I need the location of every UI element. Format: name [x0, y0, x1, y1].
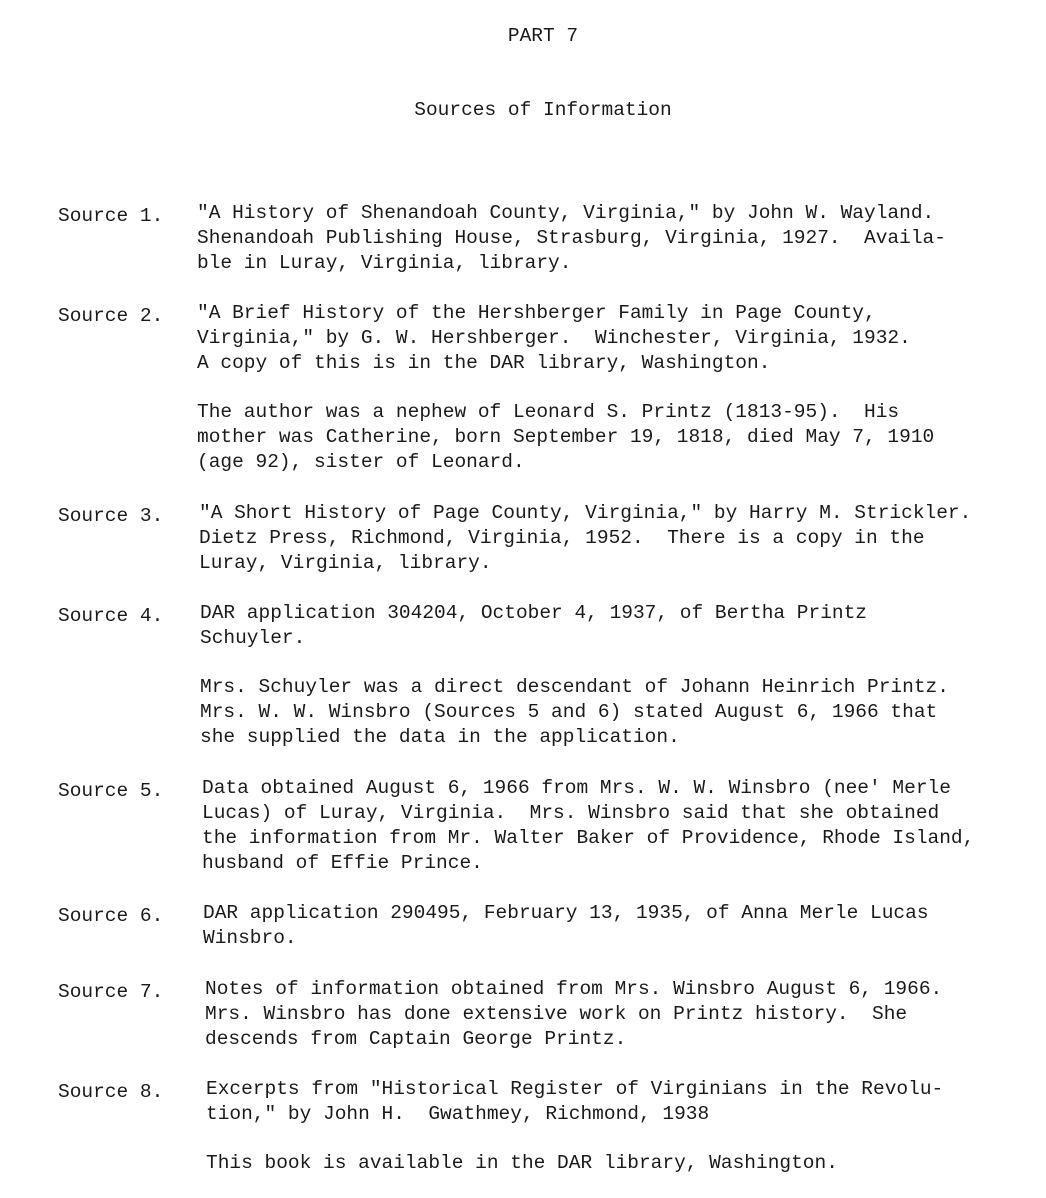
text-line: Mrs. Winsbro has done extensive work on Printz history. She: [205, 1003, 908, 1025]
text-line: descends from Captain George Printz.: [205, 1028, 627, 1050]
text-line: Lucas) of Luray, Virginia. Mrs. Winsbro said that she obtained: [202, 802, 940, 824]
text-line: (age 92), sister of Leonard.: [197, 451, 525, 473]
source-label: Source 2.: [58, 305, 164, 327]
source-body: [200, 601, 1030, 750]
text-line: Virginia," by G. W. Hershberger. Winchester, Virginia, 1932.: [197, 327, 911, 349]
text-line: Notes of information obtained from Mrs. Winsbro August 6, 1966.: [205, 978, 943, 1000]
source-label: Source 5.: [58, 780, 164, 802]
text-line: tion," by John H. Gwathmey, Richmond, 1938: [206, 1103, 710, 1125]
text-line: Data obtained August 6, 1966 from Mrs. W. W. Winsbro (nee' Merle: [202, 777, 951, 799]
paragraph-gap: [197, 376, 1027, 400]
source-body: [205, 977, 1035, 1052]
source-label: Source 1.: [58, 205, 164, 227]
section-heading: Sources of Information: [414, 99, 672, 121]
text-line: the information from Mr. Walter Baker of Providence, Rhode Island,: [202, 827, 975, 849]
text-line: Winsbro.: [203, 927, 297, 949]
part-heading: PART 7: [507, 25, 579, 47]
text-line: The author was a nephew of Leonard S. Printz (1813-95). His: [197, 401, 900, 423]
text-line: "A Short History of Page County, Virginia," by Harry M. Strickler.: [199, 502, 972, 524]
text-line: "A Brief History of the Hershberger Family in Page County,: [197, 302, 876, 324]
text-line: Excerpts from "Historical Register of Virginians in the Revolu-: [206, 1078, 944, 1100]
source-label: Source 8.: [58, 1081, 164, 1103]
text-line: DAR application 304204, October 4, 1937, of Bertha Printz: [200, 602, 868, 624]
source-body: [202, 776, 1032, 876]
source-label: Source 7.: [58, 981, 164, 1003]
text-line: Mrs. W. W. Winsbro (Sources 5 and 6) stated August 6, 1966 that: [200, 701, 938, 723]
text-line: DAR application 290495, February 13, 1935, of Anna Merle Lucas: [203, 902, 929, 924]
paragraph-gap: [200, 651, 1030, 675]
source-body: [203, 901, 1033, 951]
text-line: "A History of Shenandoah County, Virginia," by John W. Wayland.: [197, 202, 935, 224]
paragraph-gap: [206, 1127, 1036, 1151]
source-label: Source 6.: [58, 905, 164, 927]
text-line: mother was Catherine, born September 19, 1818, died May 7, 1910: [197, 426, 935, 448]
text-line: A copy of this is in the DAR library, Washington.: [197, 352, 771, 374]
text-line: Mrs. Schuyler was a direct descendant of Johann Heinrich Printz.: [200, 676, 949, 698]
source-body: [199, 501, 1029, 576]
source-label: Source 4.: [58, 605, 164, 627]
text-line: Dietz Press, Richmond, Virginia, 1952. There is a copy in the: [199, 527, 925, 549]
text-line: This book is available in the DAR library, Washington.: [206, 1152, 838, 1174]
source-body: [206, 1077, 1036, 1176]
source-body: [197, 201, 1027, 276]
text-line: Schuyler.: [200, 627, 306, 649]
source-label: Source 3.: [58, 505, 164, 527]
text-line: she supplied the data in the application.: [200, 726, 680, 748]
text-line: ble in Luray, Virginia, library.: [197, 252, 572, 274]
text-line: husband of Effie Prince.: [202, 852, 483, 874]
text-line: Shenandoah Publishing House, Strasburg, Virginia, 1927. Availa-: [197, 227, 946, 249]
source-body: [197, 301, 1027, 475]
text-line: Luray, Virginia, library.: [199, 552, 492, 574]
